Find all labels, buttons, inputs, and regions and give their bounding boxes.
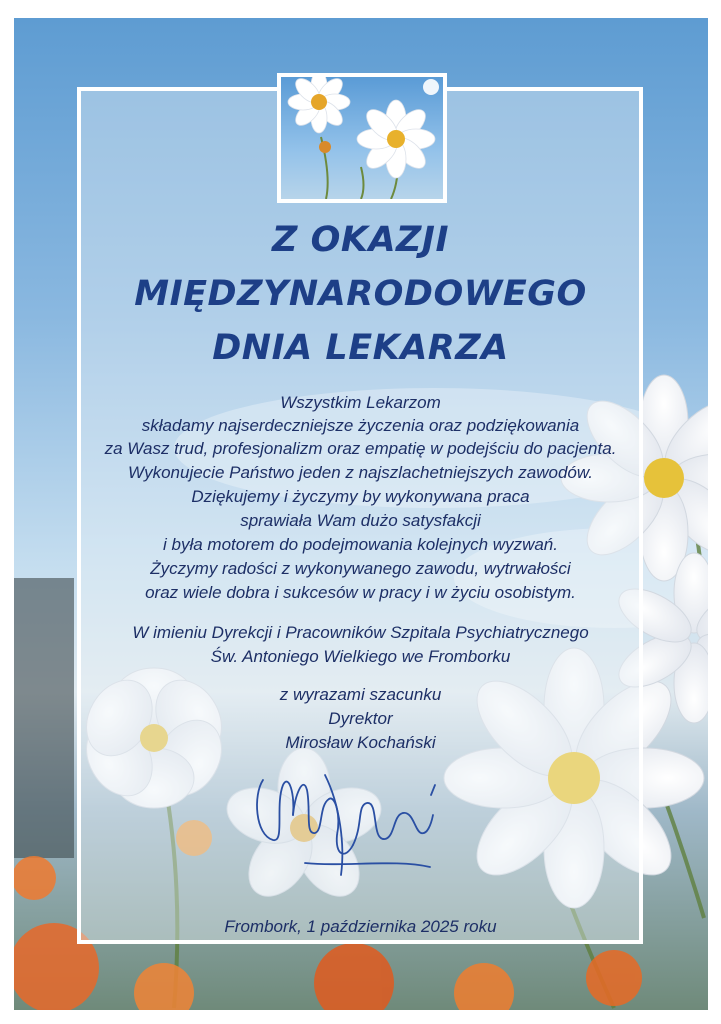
sender-line: W imieniu Dyrekcji i Pracowników Szpitala Psychiatrycznego — [132, 623, 589, 642]
title-line-2: MIĘDZYNARODOWEGO — [134, 274, 587, 314]
body-line: Dziękujemy i życzymy by wykonywana praca — [191, 487, 530, 506]
body-line: oraz wiele dobra i sukcesów w pracy i w życiu osobistym. — [145, 583, 576, 602]
title-line-1: Z OKAZJI — [272, 220, 449, 260]
body-line: Życzymy radości z wykonywanego zawodu, wytrwałości — [150, 559, 571, 578]
body-line: sprawiała Wam dużo satysfakcji — [240, 511, 481, 530]
body-line: i była motorem do podejmowania kolejnych wyzwań. — [163, 535, 558, 554]
handwritten-signature — [245, 755, 445, 890]
place-and-date: Frombork, 1 października 2025 roku — [224, 917, 497, 936]
closing-regards: z wyrazami szacunku — [279, 685, 442, 704]
body-line: Wykonujecie Państwo jeden z najszlachetniejszych zawodów. — [128, 463, 593, 482]
sender-line: Św. Antoniego Wielkiego we Fromborku — [210, 647, 511, 666]
signatory-name: Mirosław Kochański — [285, 733, 436, 752]
title-line-3: DNIA LEKARZA — [212, 328, 509, 368]
daisy-photo — [277, 73, 447, 203]
body-line: za Wasz trud, profesjonalizm oraz empatię w podejściu do pacjenta. — [104, 439, 617, 458]
body-line: składamy najserdeczniejsze życzenia oraz podziękowania — [141, 416, 580, 435]
signatory-position: Dyrektor — [328, 709, 393, 728]
daisy-photo-illustration — [281, 77, 443, 199]
greeting-line: Wszystkim Lekarzom — [280, 393, 441, 412]
